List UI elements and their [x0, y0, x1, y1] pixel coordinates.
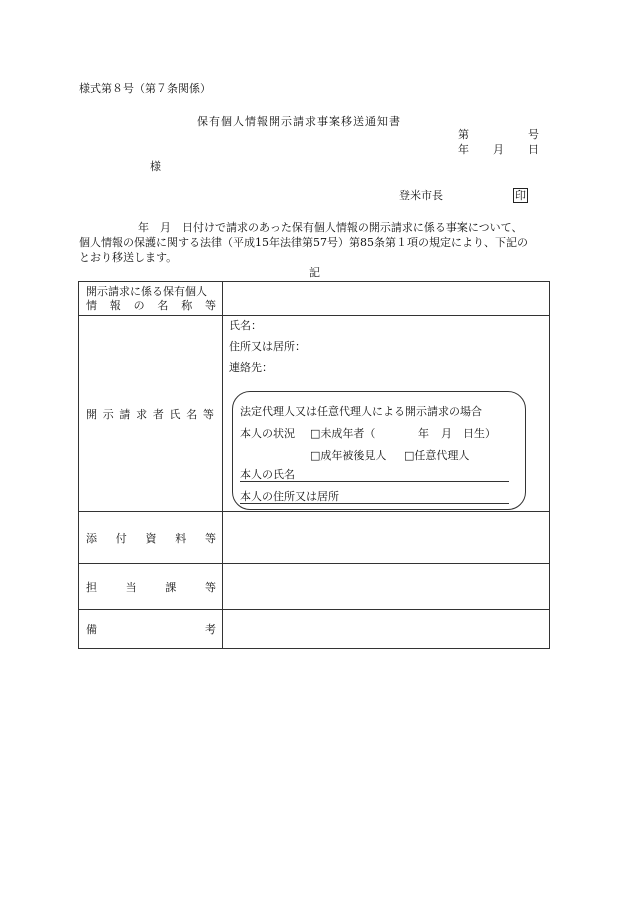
principal-name-label: 本人の氏名 — [240, 468, 295, 481]
label-requester-text — [86, 406, 222, 422]
label-char: 等 — [205, 531, 216, 545]
date-month: 月 — [493, 143, 504, 156]
value-remarks[interactable] — [223, 610, 550, 649]
date-year: 年 — [458, 143, 469, 156]
label-char: 請 — [119, 407, 131, 421]
row-attachments — [79, 512, 550, 564]
label-attachments — [79, 512, 223, 564]
minor-date-year: 年 — [418, 427, 429, 440]
label-char: 示 — [102, 407, 114, 421]
principal-address-line — [240, 491, 509, 504]
date-day: 日 — [528, 143, 539, 156]
label-document-name-line2 — [86, 299, 222, 313]
label-attachments-text — [86, 530, 222, 546]
label-char: 等 — [202, 407, 214, 421]
label-requester — [79, 316, 223, 512]
issuer-name: 登米市長 — [399, 189, 443, 202]
seal-mark — [513, 188, 528, 203]
label-char: 考 — [205, 623, 216, 636]
requester-name-label: 氏名： — [229, 319, 262, 332]
row-department — [79, 564, 550, 610]
principal-name-line — [240, 469, 509, 482]
number-dai: 第 — [458, 128, 469, 141]
body-line-3: とおり移送します。 — [79, 251, 178, 264]
label-char: 称 — [181, 298, 193, 312]
row-remarks — [79, 610, 550, 649]
label-char: 担 — [86, 580, 97, 594]
value-attachments[interactable] — [223, 512, 550, 564]
label-char: 者 — [152, 407, 164, 421]
label-department — [79, 564, 223, 610]
label-char: 等 — [204, 298, 216, 312]
label-char: 名 — [186, 407, 198, 421]
label-remarks — [79, 610, 223, 649]
label-char: 備 — [86, 623, 97, 636]
seal-text: 印 — [515, 189, 526, 202]
label-char: 課 — [165, 580, 177, 594]
rep-heading: 法定代理人又は任意代理人による開示請求の場合 — [240, 405, 482, 418]
ki-heading: 記 — [309, 266, 320, 279]
checkbox-voluntary[interactable]: □任意代理人 — [404, 449, 470, 462]
number-go: 号 — [528, 128, 539, 141]
label-char: 氏 — [169, 407, 181, 421]
rep-status-label: 本人の状況 — [240, 427, 295, 440]
label-char: 開 — [86, 407, 97, 421]
label-char: 添 — [86, 531, 97, 545]
row-document-name — [79, 282, 550, 316]
checkbox-ward[interactable]: □成年被後見人 — [310, 449, 387, 462]
body-line-2: 個人情報の保護に関する法律（平成15年法律第57号）第85条第１項の規定により、下記の — [79, 236, 528, 249]
label-char: 情 — [86, 298, 97, 312]
form-label: 様式第８号（第７条関係） — [79, 82, 211, 95]
label-remarks-text — [86, 621, 222, 637]
label-char: 求 — [136, 407, 148, 421]
requester-address-label: 住所又は居所： — [229, 340, 306, 353]
body-line-1: 年 月 日付けで請求のあった保有個人情報の開示請求に係る事案について、 — [138, 221, 523, 234]
label-department-text — [86, 579, 222, 595]
requester-contact-label: 連絡先： — [229, 361, 273, 374]
label-document-name-line1: 開示請求に係る保有個人 — [86, 284, 207, 298]
label-char: 資 — [145, 531, 157, 545]
label-char: 料 — [175, 531, 187, 545]
document-title: 保有個人情報開示請求事案移送通知書 — [197, 115, 401, 128]
minor-date-month: 月 — [441, 427, 452, 440]
principal-address-label: 本人の住所又は居所 — [240, 490, 339, 503]
label-document-name — [79, 282, 223, 316]
value-department[interactable] — [223, 564, 550, 610]
label-char: 報 — [109, 298, 121, 312]
recipient-honorific: 様 — [150, 160, 161, 173]
value-document-name[interactable] — [223, 282, 550, 316]
checkbox-minor[interactable]: □未成年者（ — [310, 427, 376, 440]
label-char: の — [133, 298, 145, 312]
label-char: 名 — [157, 298, 169, 312]
label-char: 等 — [204, 580, 216, 594]
minor-date-day: 日生） — [463, 427, 496, 440]
label-char: 当 — [125, 580, 137, 594]
label-char: 付 — [115, 531, 127, 545]
